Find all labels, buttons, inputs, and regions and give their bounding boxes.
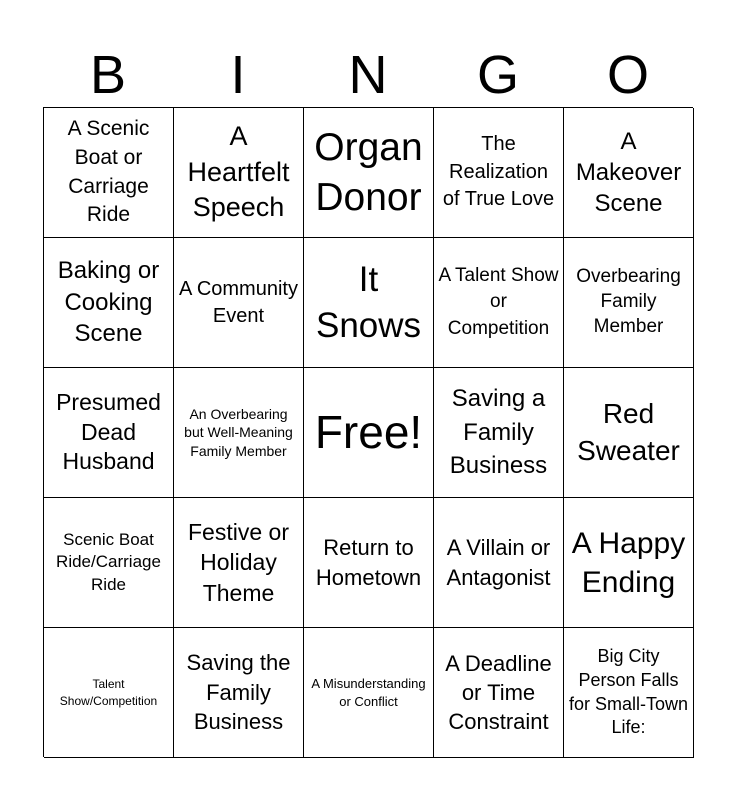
bingo-cell free-space[interactable] xyxy=(304,368,434,498)
cell-text: A Misunderstanding or Conflict xyxy=(311,675,426,709)
cell-text: Red Sweater xyxy=(577,398,680,466)
cell-text: It Snows xyxy=(315,260,422,345)
bingo-cell[interactable] xyxy=(174,238,304,368)
bingo-cell[interactable] xyxy=(44,628,174,758)
bingo-cell[interactable] xyxy=(434,498,564,628)
bingo-cell[interactable] xyxy=(564,108,694,238)
title-letter-i: I xyxy=(230,45,246,105)
cell-text: A Talent Show or Competition xyxy=(438,265,559,339)
cell-text: A Happy Ending xyxy=(571,526,686,599)
cell-text: A Villain or Antagonist xyxy=(446,534,551,590)
bingo-cell[interactable] xyxy=(564,238,694,368)
bingo-cell[interactable] xyxy=(174,498,304,628)
bingo-title xyxy=(43,42,693,108)
bingo-cell[interactable] xyxy=(174,628,304,758)
cell-text: Big City Person Falls for Small-Town Life: xyxy=(568,646,689,738)
cell-text: A Makeover Scene xyxy=(575,127,682,218)
cell-text: Overbearing Family Member xyxy=(576,266,681,337)
bingo-board xyxy=(43,107,693,757)
title-letter-g: G xyxy=(476,45,519,105)
bingo-cell[interactable] xyxy=(304,238,434,368)
title-letter-b: B xyxy=(89,45,127,105)
cell-text: Saving the Family Business xyxy=(186,649,291,735)
cell-text: An Overbearing but Well-Meaning Family Member xyxy=(184,406,293,459)
bingo-cell[interactable] xyxy=(564,498,694,628)
bingo-cell[interactable] xyxy=(44,498,174,628)
bingo-cell[interactable] xyxy=(174,368,304,498)
title-letter-o: O xyxy=(606,45,649,105)
bingo-cell[interactable] xyxy=(174,108,304,238)
cell-text: A Heartfelt Speech xyxy=(187,120,290,223)
bingo-cell[interactable] xyxy=(44,368,174,498)
cell-text: A Community Event xyxy=(179,277,298,327)
bingo-cell[interactable] xyxy=(434,238,564,368)
cell-text: The Realization of True Love xyxy=(442,133,555,211)
bingo-cell[interactable] xyxy=(304,108,434,238)
cell-text: Return to Hometown xyxy=(315,534,422,590)
cell-text: Baking or Cooking Scene xyxy=(57,256,160,348)
cell-text: Festive or Holiday Theme xyxy=(188,518,289,606)
bingo-cell[interactable] xyxy=(304,498,434,628)
cell-text: Scenic Boat Ride/Carriage Ride xyxy=(56,530,161,594)
cell-text: A Scenic Boat or Carriage Ride xyxy=(67,117,150,227)
cell-text: A Deadline or Time Constraint xyxy=(445,650,552,735)
bingo-cell[interactable] xyxy=(44,108,174,238)
cell-text: Talent Show/Competition xyxy=(59,676,158,708)
bingo-cell[interactable] xyxy=(434,108,564,238)
bingo-cell[interactable] xyxy=(564,628,694,758)
cell-text: Organ Donor xyxy=(314,125,423,219)
bingo-cell[interactable] xyxy=(434,368,564,498)
bingo-cell[interactable] xyxy=(564,368,694,498)
bingo-cell[interactable] xyxy=(434,628,564,758)
cell-text: Presumed Dead Husband xyxy=(56,389,161,475)
title-letter-n: N xyxy=(348,45,388,105)
cell-text: Saving a Family Business xyxy=(449,385,548,480)
bingo-cell[interactable] xyxy=(304,628,434,758)
cell-text: Free! xyxy=(314,406,423,459)
bingo-cell[interactable] xyxy=(44,238,174,368)
